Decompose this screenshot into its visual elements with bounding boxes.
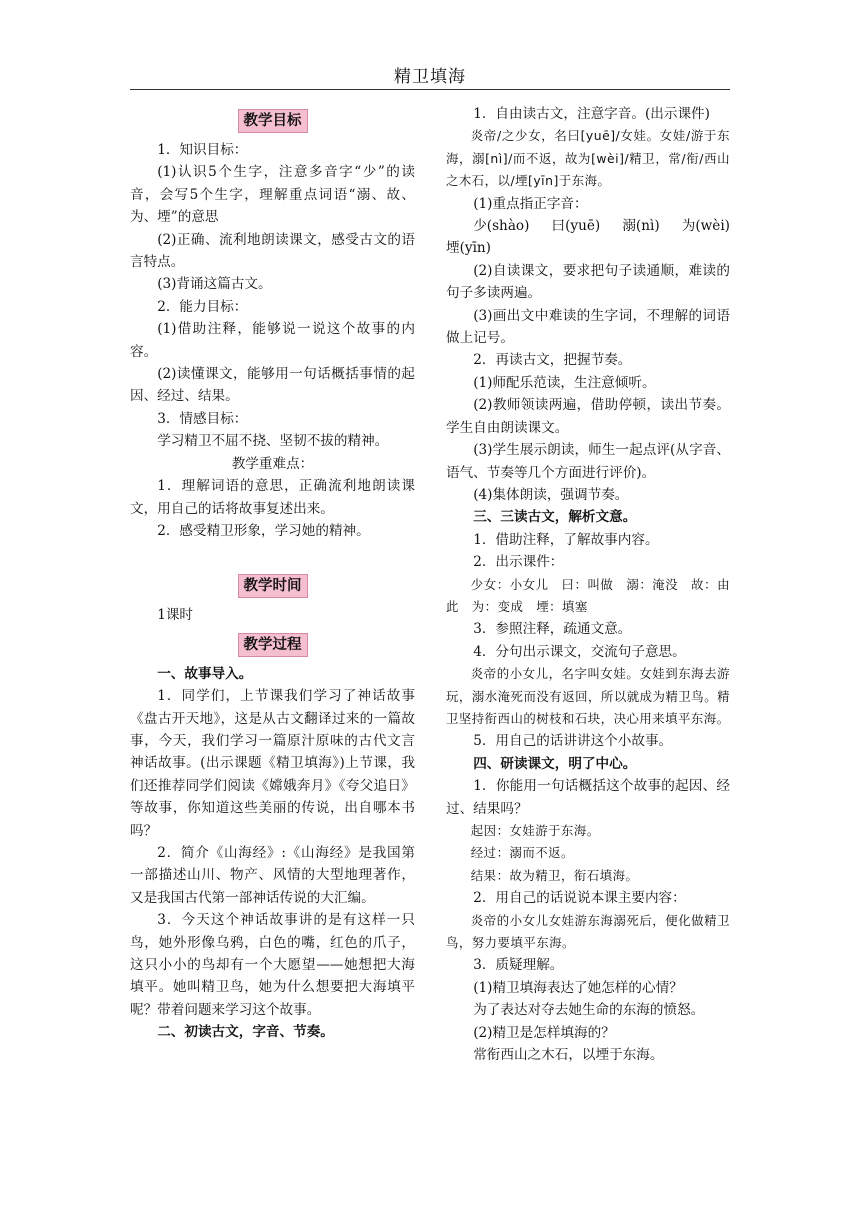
step-line: 5．用自己的话讲讲这个小故事。 [473, 733, 673, 750]
section-title: 四、研读课文，明了中心。 [473, 755, 637, 772]
key-points-label: 教学重难点： [231, 455, 314, 472]
pinyin-item: 溺(nì) [622, 218, 660, 235]
classical-text: 炎帝/之少女，名曰[yuē]/女娃。女娃/游于东海，溺[nì]/而不返，故为[wèi]/精卫，常/衔/西山之木石，以/堙[yīn]于东海。 [446, 128, 730, 189]
answer-line: 常衔西山之木石，以堙于东海。 [473, 1047, 664, 1064]
key-point-line: 1．理解词语的意思，正确流利地朗读课文，用自己的话将故事复述出来。 [130, 478, 415, 517]
goal-line: 3．情感目标： [157, 410, 248, 427]
goal-line: 2．能力目标： [157, 298, 248, 315]
time-value: 1课时 [157, 607, 194, 624]
section-title: 二、初读古文，字音、节奏。 [157, 1024, 334, 1041]
pinyin-item: 曰(yuē) [551, 218, 601, 235]
step-line: 1．借助注释，了解故事内容。 [473, 531, 659, 548]
step-line: 1．你能用一句话概括这个故事的起因、经过、结果吗？ [446, 778, 730, 817]
pinyin-list [446, 215, 730, 237]
step-line: 2．出示课件： [473, 554, 564, 571]
step-line: 4．分句出示课文，交流句子意思。 [473, 643, 686, 660]
pinyin-item: 堙(yīn) [446, 240, 491, 257]
goals-heading: 教学目标 [238, 109, 308, 133]
step-line: (4)集体朗读，强调节奏。 [473, 486, 629, 503]
step-line: 3．质疑理解。 [473, 957, 564, 974]
step-line: (3)画出文中难读的生字词，不理解的词语做上记号。 [446, 307, 730, 347]
result-line: 结果：故为精卫，衔石填海。 [470, 867, 639, 883]
time-heading: 教学时间 [238, 574, 308, 598]
step-line: 1．自由读古文，注意字音。(出示课件) [473, 106, 710, 122]
goal-line: (2)读懂课文，能够用一句话概括事情的起因、经过、结果。 [130, 366, 415, 405]
page-header-title: 精卫填海 [394, 67, 466, 87]
key-point-line: 2．感受精卫形象，学习她的精神。 [157, 522, 370, 539]
header-divider [130, 89, 730, 90]
step-line: 2．再读古文，把握节奏。 [473, 352, 632, 369]
glossary-notes: 少女：小女儿 曰：叫做 溺：淹没 故：由此 为：变成 堙：填塞 [446, 576, 730, 614]
process-heading: 教学过程 [238, 633, 308, 657]
step-line: 3．参照注释，疏通文意。 [473, 621, 632, 638]
answer-line: 为了表达对夺去她生命的东海的愤怒。 [473, 1002, 705, 1019]
question-line: (1)精卫填海表达了她怎样的心情？ [473, 979, 683, 996]
process-line: 经过：溺而不返。 [470, 845, 574, 861]
step-line: 2．用自己的话说说本课主要内容： [473, 890, 686, 907]
step-line: (1)师配乐范读，生注意倾听。 [473, 374, 656, 391]
pinyin-item: 少(shào) [473, 218, 530, 235]
summary-text: 炎帝的小女儿女娃游东海溺死后，便化做精卫鸟，努力要填平东海。 [446, 912, 730, 951]
question-line: (2)精卫是怎样填海的？ [473, 1024, 615, 1041]
goal-line: (2)正确、流利地朗读课文，感受古文的语言特点。 [130, 231, 415, 271]
left-column [130, 103, 415, 1044]
section-paragraph: 3．今天这个神话故事讲的是有这样一只鸟，她外形像乌鸦，白色的嘴，红色的爪子，这只小小的鸟却有一个大愿望——她想把大海填平。她叫精卫鸟，她为什么想要把大海填平呢？带着问题来学习这个故事。 [130, 912, 415, 1018]
section-paragraph: 1．同学们，上节课我们学习了神话故事《盘古开天地》，这是从古文翻译过来的一篇故事，今天，我们学习一篇原汁原味的古代文言神话故事。(出示课题《精卫填海》)上节课，我们还推荐同学们阅读《嫦娥奔月》《夸父追日》等故事，你知道这些美丽的传说，出自哪本书吗？ [130, 688, 415, 839]
section-title: 一、故事导入。 [157, 665, 253, 682]
cause-line: 起因：女娃游于东海。 [470, 823, 600, 838]
translation-text: 炎帝的小女儿，名字叫女娃。女娃到东海去游玩，溺水淹死而没有返回，所以就成为精卫鸟。精卫坚持衔西山的树枝和石块，决心用来填平东海。 [446, 666, 730, 726]
section-title: 三、三读古文，解析文意。 [473, 509, 637, 526]
goal-line: 1．知识目标： [157, 142, 248, 158]
section-paragraph: 2．简介《山海经》:《山海经》是我国第一部描述山川、物产、风情的大型地理著作，又是我国古代第一部神话传说的大汇编。 [130, 844, 415, 906]
goal-line: (1)借助注释，能够说一说这个故事的内容。 [130, 321, 415, 360]
right-column [446, 103, 730, 1066]
pinyin-item: 为(wèi) [681, 218, 730, 235]
goal-line: 学习精卫不屈不挠、坚韧不拔的精神。 [157, 433, 389, 450]
step-line: (2)教师领读两遍，借助停顿，读出节奏。学生自由朗读课文。 [446, 397, 730, 436]
goal-line: (1)认识5个生字，注意多音字“少”的读音，会写5个生字，理解重点词语“溺、故、为、堙”的意思 [130, 164, 415, 226]
step-line: (3)学生展示朗读，师生一起点评(从字音、语气、节奏等几个方面进行评价)。 [446, 442, 730, 481]
goal-line: (3)背诵这篇古文。 [157, 276, 272, 293]
step-line: (2)自读课文，要求把句子读通顺，难读的句子多读两遍。 [446, 262, 730, 302]
step-line: (1)重点指正字音： [473, 195, 588, 212]
